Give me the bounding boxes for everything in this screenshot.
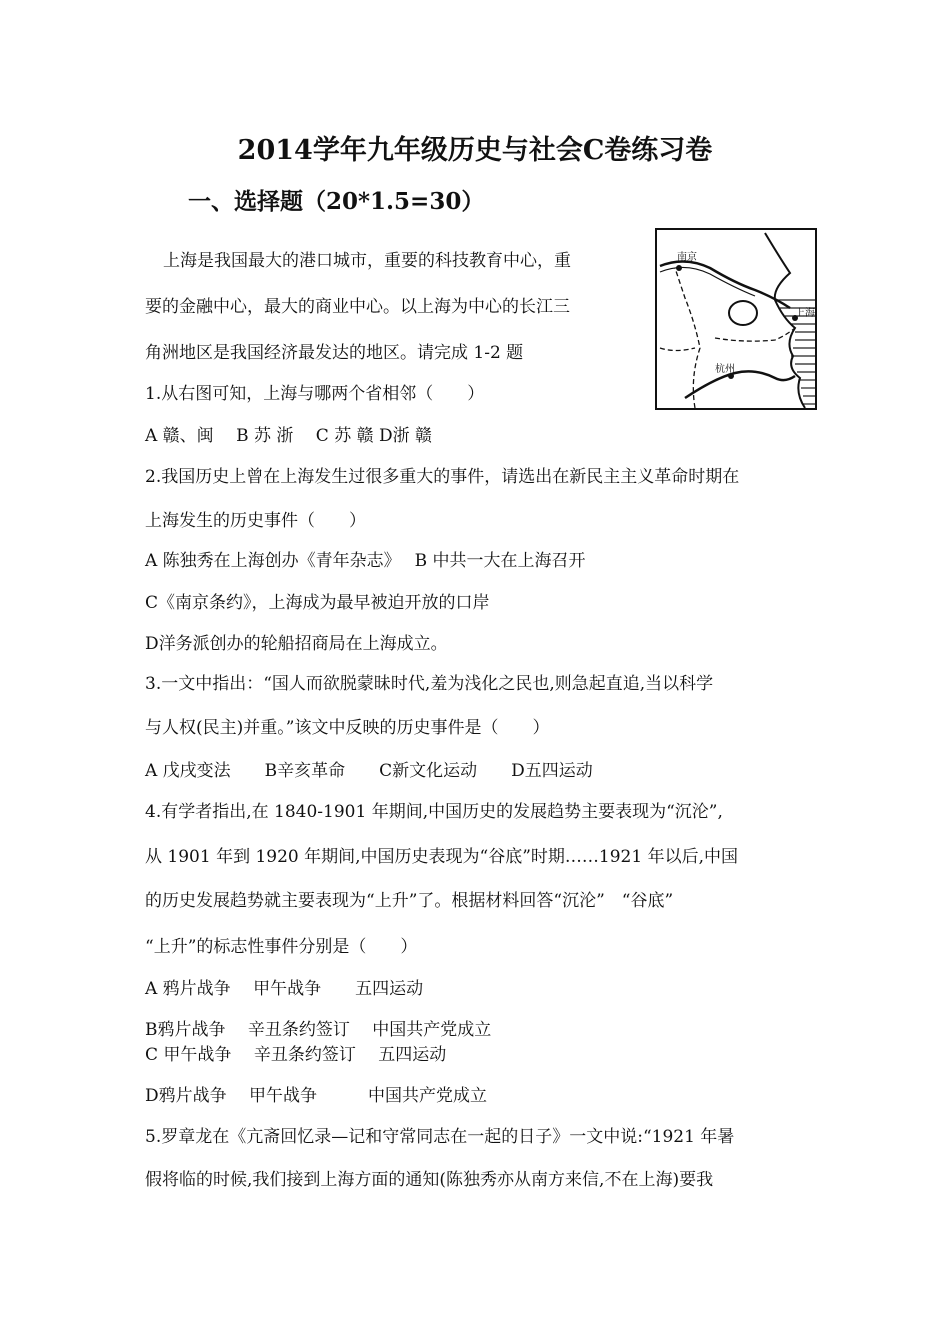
question-option: C《南京条约》，上海成为最早被迫开放的口岸 <box>145 593 490 613</box>
map-label-hangzhou: 杭州 <box>715 364 735 375</box>
section-heading: 一、选择题（20*1.5=30） <box>188 188 485 215</box>
question-option: D鸦片战争 甲午战争 中国共产党成立 <box>145 1086 488 1106</box>
question-options: A 戊戌变法 B辛亥革命 C新文化运动 D五四运动 <box>145 761 593 781</box>
question-stem: 上海发生的历史事件（ ） <box>145 511 366 531</box>
intro-line: 要的金融中心，最大的商业中心。以上海为中心的长江三 <box>145 297 570 317</box>
question-stem: 的历史发展趋势就主要表现为“上升”了。根据材料回答“沉沦” “谷底” <box>145 891 674 911</box>
question-stem: 假将临的时候,我们接到上海方面的通知(陈独秀亦从南方来信,不在上海)要我 <box>145 1170 714 1190</box>
question-stem: 1.从右图可知，上海与哪两个省相邻（ ） <box>145 384 485 404</box>
question-stem: 5.罗章龙在《亢斋回忆录—记和守常同志在一起的日子》一文中说:“1921 年暑 <box>145 1127 735 1147</box>
yangtze-delta-map <box>655 228 817 410</box>
question-stem: 4.有学者指出,在 1840-1901 年期间,中国历史的发展趋势主要表现为“沉沦”, <box>145 802 723 822</box>
question-option: A 鸦片战争 甲午战争 五四运动 <box>145 979 424 999</box>
map-label-shanghai: 上海 <box>795 308 815 319</box>
page-title: 2014学年九年级历史与社会C卷练习卷 <box>237 135 713 166</box>
question-stem: “上升”的标志性事件分别是（ ） <box>145 937 418 957</box>
question-stem: 从 1901 年到 1920 年期间,中国历史表现为“谷底”时期……1921 年以后,中国 <box>145 847 738 867</box>
question-stem: 2.我国历史上曾在上海发生过很多重大的事件，请选出在新民主主义革命时期在 <box>145 467 740 487</box>
nanjing-marker <box>676 265 682 271</box>
question-option: D洋务派创办的轮船招商局在上海成立。 <box>145 634 448 654</box>
question-options: A 赣、闽 B 苏 浙 C 苏 赣 D浙 赣 <box>145 426 433 446</box>
intro-line: 角洲地区是我国经济最发达的地区。请完成 1-2 题 <box>145 343 524 363</box>
question-option: B鸦片战争 辛丑条约签订 中国共产党成立 <box>145 1020 492 1040</box>
map-label-nanjing: 南京 <box>677 252 697 263</box>
question-stem: 与人权(民主)并重。”该文中反映的历史事件是（ ） <box>145 718 550 738</box>
question-option: C 甲午战争 辛丑条约签订 五四运动 <box>145 1045 447 1065</box>
question-stem: 3.一文中指出：“国人而欲脱蒙昧时代,羞为浅化之民也,则急起直追,当以科学 <box>145 674 714 694</box>
intro-line: 上海是我国最大的港口城市，重要的科技教育中心，重 <box>163 251 571 271</box>
question-option: A 陈独秀在上海创办《青年杂志》 B 中共一大在上海召开 <box>145 551 586 571</box>
